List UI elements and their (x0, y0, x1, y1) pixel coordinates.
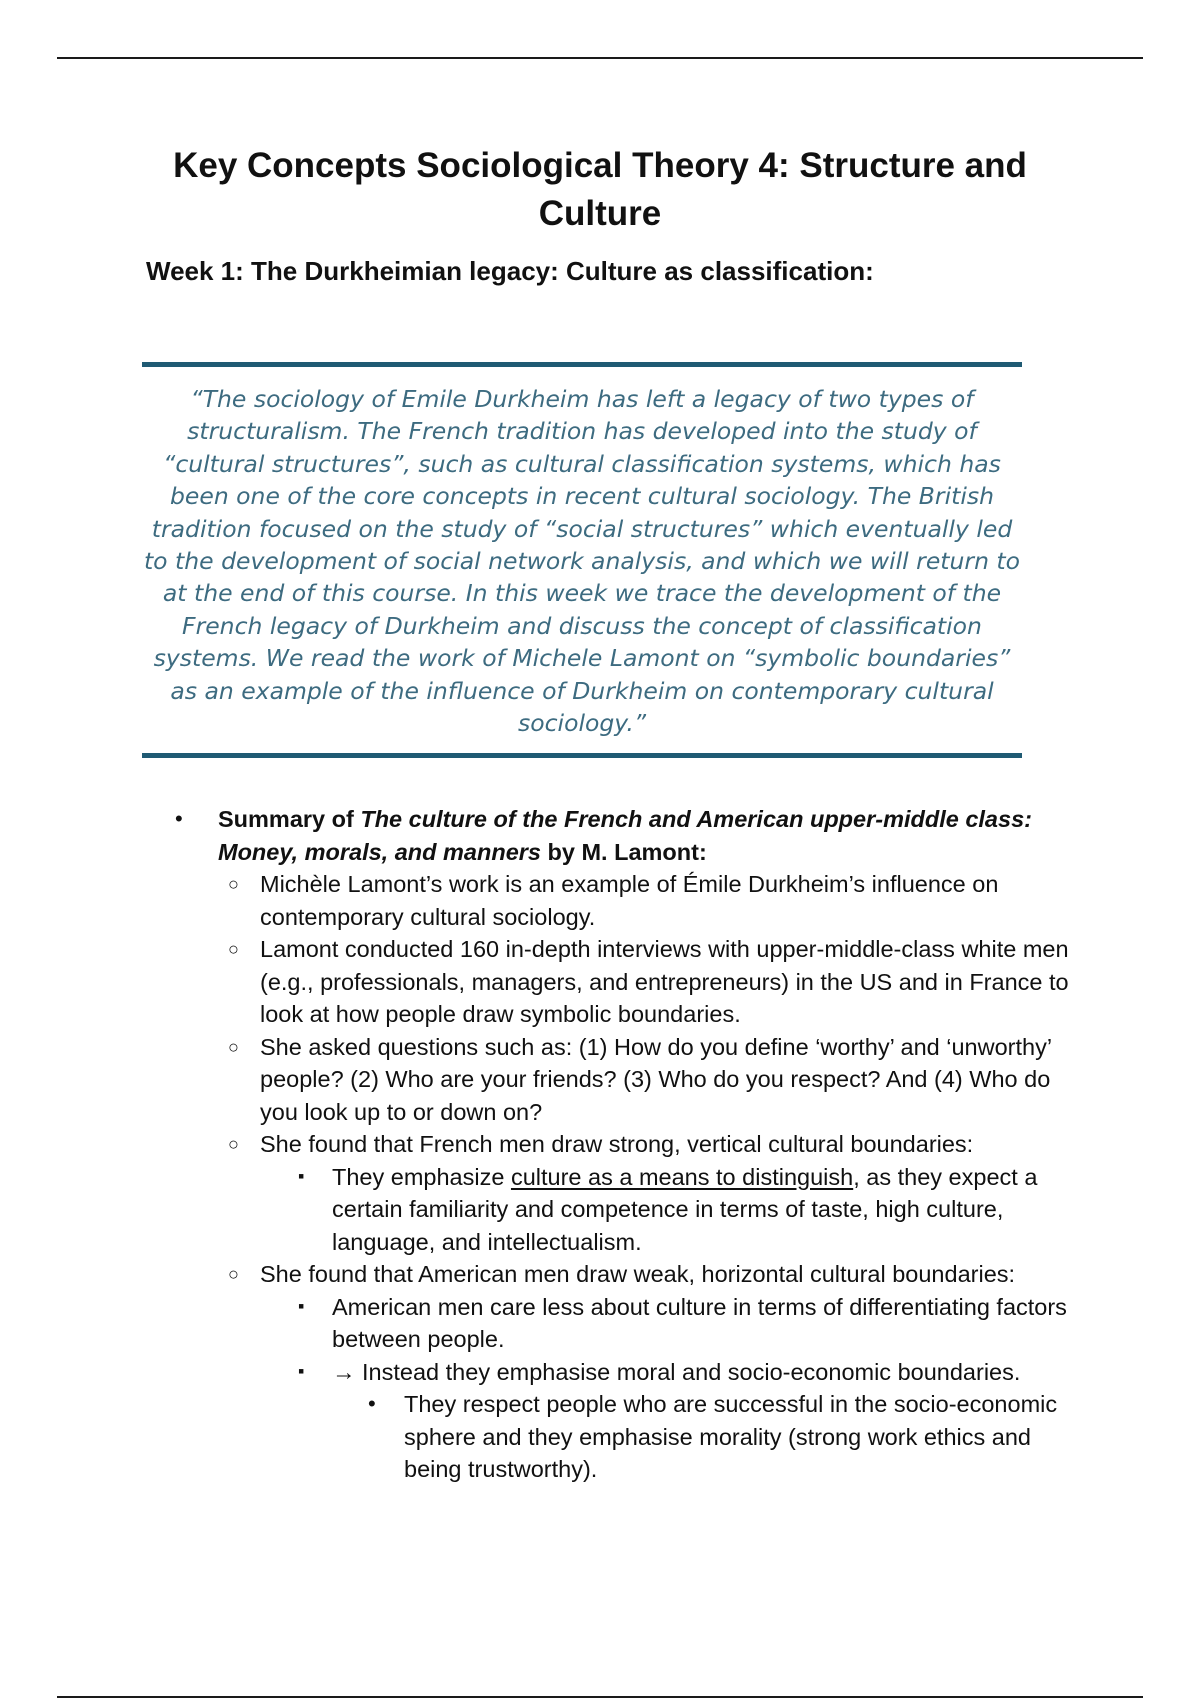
summary-section (175, 803, 1075, 1486)
week-heading: Week 1: The Durkheimian legacy: Culture as classification: (146, 256, 874, 286)
list-item-text: They respect people who are successful in the socio-economic sphere and they emphasise morality (strong work ethics and being trustworthy). (404, 1391, 1058, 1482)
disc-bullet-icon: • (175, 806, 183, 831)
list-item-durkheim-influence (218, 868, 1075, 933)
list-item-american-boundaries (218, 1258, 1075, 1486)
underlined-phrase: culture as a means to distinguish (510, 1163, 854, 1190)
list-item-care-less (260, 1291, 1075, 1356)
circle-bullet-icon: ○ (228, 1036, 239, 1057)
list-item-questions (218, 1031, 1075, 1129)
summary-book-title: The culture of the French and American upper-middle class: Money, morals, and manners (218, 806, 1032, 865)
circle-bullet-icon: ○ (228, 1134, 239, 1154)
list-item-culture-distinguish (260, 1161, 1075, 1259)
list-item-text: She found that American men draw weak, horizontal cultural boundaries: (260, 1261, 1016, 1287)
list-item-text-prefix: They emphasize (332, 1163, 511, 1190)
list-item-text: → Instead they emphasise moral and socio-economic boundaries. (332, 1358, 1021, 1385)
list-item-text-suffix: , as they expect a certain familiarity and competence in terms of taste, high culture, language, and intellectualism. (332, 1163, 1038, 1255)
quote-box (142, 362, 1022, 758)
circle-bullet-icon: ○ (228, 1264, 239, 1284)
circle-bullet-icon: ○ (228, 874, 239, 894)
list-item-text: Lamont conducted 160 in-depth interviews with upper-middle-class white men (e.g., professionals, managers, and entrepreneurs) in the US and in France to look at how people draw symbolic boundaries. (260, 936, 1069, 1027)
square-bullet-icon: ▪ (298, 1360, 305, 1381)
list-item-interviews (218, 933, 1075, 1031)
square-bullet-icon: ▪ (298, 1295, 305, 1316)
list-item-text: Michèle Lamont’s work is an example of Émile Durkheim’s influence on contemporary cultural sociology. (260, 871, 999, 930)
list-item-moral-boundaries (260, 1356, 1075, 1486)
document-title: Key Concepts Sociological Theory 4: Structure and Culture (173, 146, 1027, 233)
list-item-text: She found that French men draw strong, vertical cultural boundaries: (260, 1131, 974, 1157)
quote-text: “The sociology of Emile Durkheim has left a legacy of two types of structuralism. The French tradition has developed into the study of “cultural structures”, such as cultural classification systems, which has been one of the core concepts in recent cultural sociology. The British tradition focused on the study of “social structures” which eventually led to the development of social network analysis, and which we will return to at the end of this course. In this week we trace the development of the French legacy of Durkheim and discuss the concept of classification systems. We read the work of Michele Lamont on “symbolic boundaries” as an example of the influence of Durkheim on contemporary cultural sociology.” (143, 385, 1021, 738)
disc-bullet-icon: • (368, 1391, 376, 1416)
square-bullet-icon: ▪ (298, 1165, 305, 1186)
list-item-respect-success (332, 1388, 1075, 1486)
american-sublist (260, 1291, 1075, 1486)
summary-item (175, 803, 1075, 1486)
summary-suffix: by M. Lamont: (541, 838, 707, 865)
summary-sublist (218, 868, 1075, 1486)
french-sublist (260, 1161, 1075, 1259)
moral-sublist (332, 1388, 1075, 1486)
summary-list (175, 803, 1075, 1486)
top-rule (57, 57, 1143, 59)
list-item-text: She asked questions such as: (1) How do you define ‘worthy’ and ‘unworthy’ people? (2) Who are your friends? (3) Who do you respect? And (4) Who do you look up to or down on? (260, 1033, 1052, 1125)
list-item-french-boundaries (218, 1128, 1075, 1258)
circle-bullet-icon: ○ (228, 939, 239, 959)
summary-prefix: Summary of (218, 806, 361, 832)
list-item-text: American men care less about culture in terms of differentiating factors between people. (332, 1293, 1067, 1352)
bottom-rule (57, 1696, 1143, 1698)
